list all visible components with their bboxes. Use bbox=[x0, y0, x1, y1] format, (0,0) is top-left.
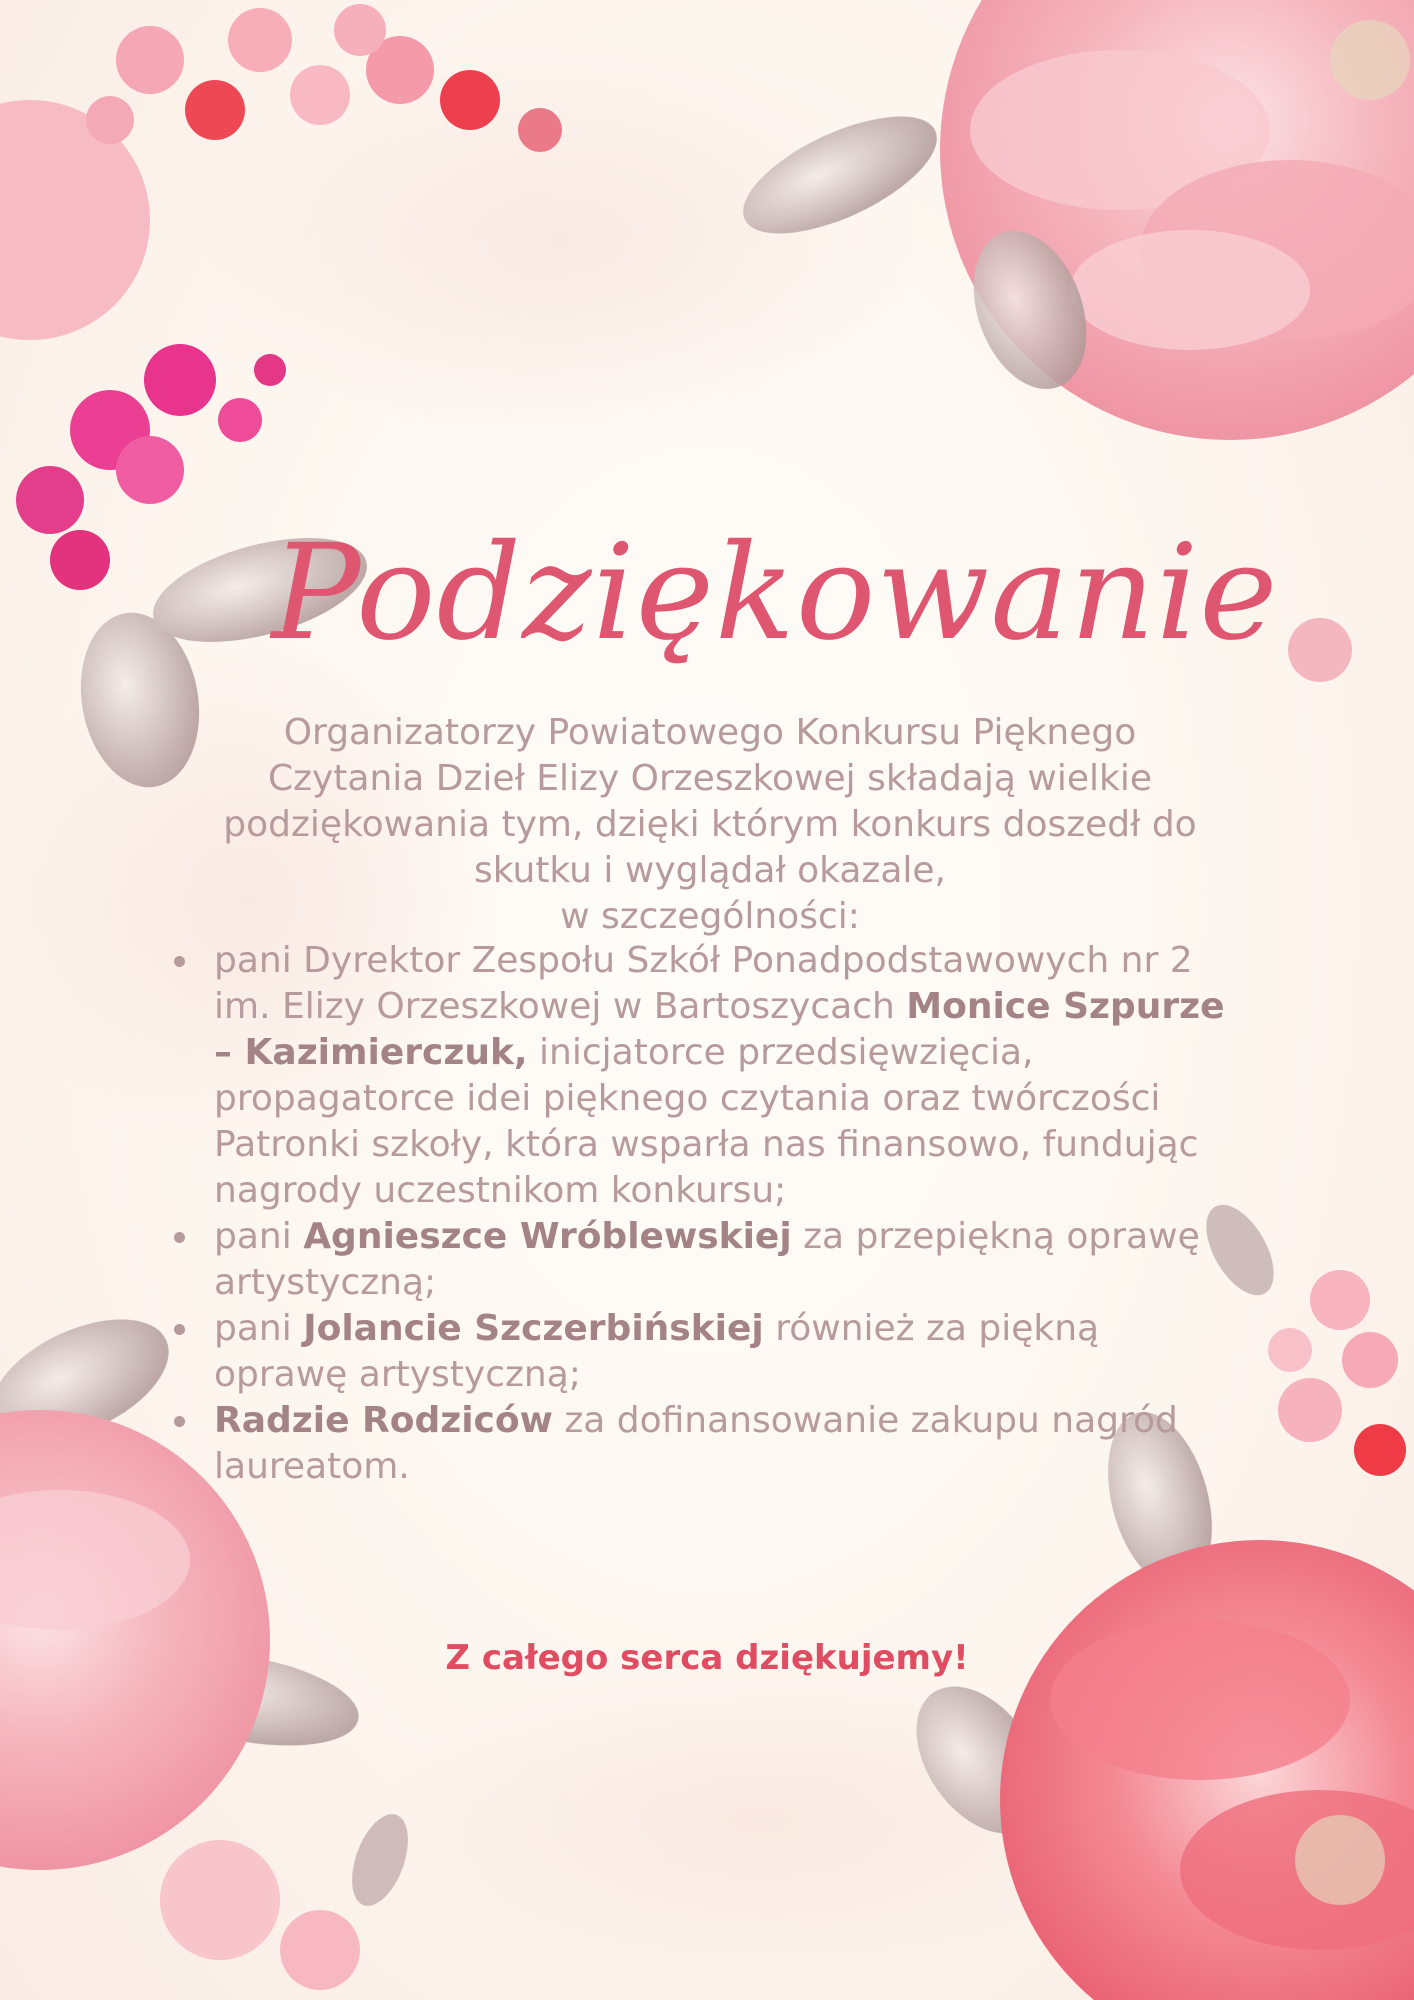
intro-line: w szczególności: bbox=[560, 896, 860, 937]
intro-line: Czytania Dzieł Elizy Orzeszkowej składają wielkie bbox=[267, 758, 1153, 799]
closing-message: Z całego serca dziękujemy! bbox=[445, 1638, 969, 1678]
list-item: pani Agnieszce Wróblewskiej za przepiękną oprawę artystyczną; bbox=[160, 1214, 1240, 1306]
list-item: Radzie Rodziców za dofinansowanie zakupu nagród laureatom. bbox=[160, 1398, 1240, 1490]
person-name: Jolancie Szczerbińskiej bbox=[303, 1308, 764, 1349]
acknowledgement-list bbox=[160, 938, 1240, 1490]
intro-line: Organizatorzy Powiatowego Konkursu Pięknego bbox=[283, 712, 1137, 753]
intro-line: skutku i wyglądał okazale, bbox=[474, 850, 946, 891]
peony-flower-icon bbox=[940, 0, 1414, 440]
intro-line: podziękowania tym, dzięki którym konkurs doszedł do bbox=[223, 804, 1197, 845]
peony-flower-icon bbox=[1000, 1540, 1414, 2000]
list-item: pani Dyrektor Zespołu Szkół Ponadpodstawowych nr 2 im. Elizy Orzeszkowej w Bartoszycach Monice Szpurze – Kazimierczuk, inicjatorce przedsięwzięcia, propagatorce idei pięknego czytania oraz twórczości Patronki szkoły, która wsparła nas finansowo, fundując nagrody uczestnikom konkursu; bbox=[160, 938, 1240, 1214]
list-item: pani Jolancie Szczerbińskiej również za piękną oprawę artystyczną; bbox=[160, 1306, 1240, 1398]
intro-paragraph bbox=[140, 710, 1280, 940]
page-title: Podziękowanie bbox=[271, 516, 1279, 671]
cherry-blossom-icon bbox=[1268, 618, 1406, 1476]
person-name: Agnieszce Wróblewskiej bbox=[303, 1216, 792, 1257]
person-name: Radzie Rodziców bbox=[214, 1400, 553, 1441]
person-name: Monice Szpurze – Kazimierczuk, bbox=[214, 986, 1225, 1073]
